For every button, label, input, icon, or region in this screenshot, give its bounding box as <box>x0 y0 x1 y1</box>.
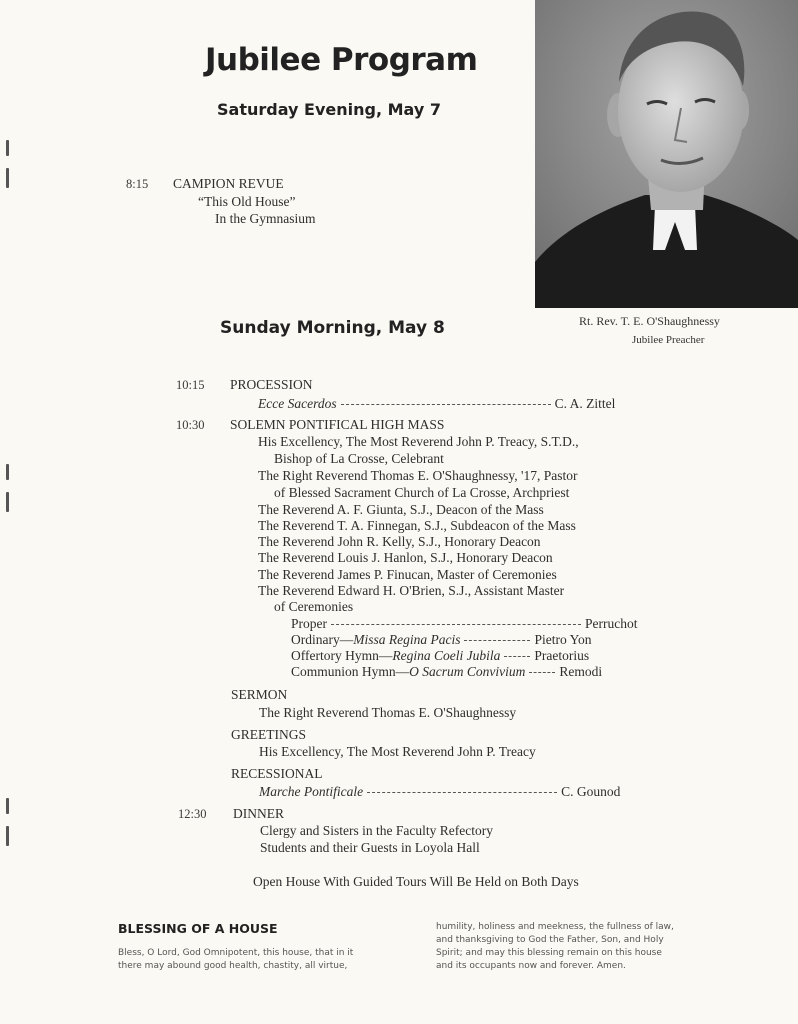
mass-line: The Reverend Louis J. Hanlon, S.J., Honorary Deacon <box>258 550 553 565</box>
communion-label: Communion Hymn— <box>291 664 410 679</box>
sunday-heading: Sunday Morning, May 8 <box>220 318 445 338</box>
procession-title: PROCESSION <box>230 377 313 392</box>
blessing-line: and its occupants now and forever. Amen. <box>436 961 626 971</box>
mass-line: The Reverend A. F. Giunta, S.J., Deacon of the Mass <box>258 502 544 517</box>
margin-mark <box>6 464 9 480</box>
recessional-composer: C. Gounod <box>561 784 621 799</box>
blessing-column-1 <box>118 947 418 973</box>
margin-mark <box>6 492 9 512</box>
saturday-location: In the Gymnasium <box>215 211 316 226</box>
sermon-preacher: The Right Reverend Thomas E. O'Shaughnessy <box>259 705 517 720</box>
music-offertory <box>291 648 589 664</box>
blessing-line: humility, holiness and meekness, the fullness of law, <box>436 922 674 932</box>
mass-line: Bishop of La Crosse, Celebrant <box>274 451 444 466</box>
ordinary-composer: Pietro Yon <box>534 632 592 647</box>
greetings-title: GREETINGS <box>231 727 306 742</box>
ordinary-label: Ordinary— <box>291 632 354 647</box>
dinner-title: DINNER <box>233 806 284 821</box>
portrait-photo <box>535 0 798 308</box>
dinner-clergy: Clergy and Sisters in the Faculty Refectory <box>260 823 493 838</box>
blessing-line: Spirit; and may this blessing remain on this house <box>436 948 662 958</box>
saturday-time: 8:15 <box>126 177 149 191</box>
mass-title: SOLEMN PONTIFICAL HIGH MASS <box>230 417 445 432</box>
offertory-composer: Praetorius <box>534 648 590 663</box>
procession-piece: Ecce Sacerdos <box>258 396 337 411</box>
communion-piece: O Sacrum Convivium <box>409 664 526 679</box>
blessing-line: there may abound good health, chastity, all virtue, <box>118 961 348 971</box>
communion-composer: Remodi <box>559 664 603 679</box>
recessional-title: RECESSIONAL <box>231 766 323 781</box>
music-proper <box>291 616 637 632</box>
page-title: Jubilee Program <box>205 42 478 78</box>
mass-line: His Excellency, The Most Reverend John P. Treacy, S.T.D., <box>258 434 579 449</box>
margin-mark <box>6 798 9 814</box>
margin-mark <box>6 168 9 188</box>
mass-line: The Reverend T. A. Finnegan, S.J., Subdeacon of the Mass <box>258 518 576 533</box>
offertory-label: Offertory Hymn— <box>291 648 393 663</box>
mass-line: of Ceremonies <box>274 599 354 614</box>
margin-mark <box>6 826 9 846</box>
music-ordinary <box>291 632 592 648</box>
recessional-piece: Marche Pontificale <box>259 784 364 799</box>
mass-line: of Blessed Sacrament Church of La Crosse, Archpriest <box>274 485 570 500</box>
proper-label: Proper <box>291 616 327 631</box>
blessing-line: and thanksgiving to God the Father, Son, and Holy <box>436 935 664 945</box>
dinner-students: Students and their Guests in Loyola Hall <box>260 840 480 855</box>
proper-composer: Perruchot <box>585 616 638 631</box>
blessing-column-2 <box>436 921 736 973</box>
saturday-event: CAMPION REVUE <box>173 176 284 191</box>
photo-caption-name: Rt. Rev. T. E. O'Shaughnessy <box>579 314 720 328</box>
mass-line: The Right Reverend Thomas E. O'Shaughnessy, '17, Pastor <box>258 468 578 483</box>
music-communion <box>291 664 602 680</box>
procession-composer: C. A. Zittel <box>554 396 616 411</box>
mass-time: 10:30 <box>176 418 205 432</box>
blessing-title: BLESSING OF A HOUSE <box>118 921 278 936</box>
dinner-time: 12:30 <box>178 807 207 821</box>
mass-line: The Reverend Edward H. O'Brien, S.J., Assistant Master <box>258 583 565 598</box>
blessing-line: Bless, O Lord, God Omnipotent, this house, that in it <box>118 948 354 958</box>
photo-caption-role: Jubilee Preacher <box>632 334 705 346</box>
mass-line: The Reverend John R. Kelly, S.J., Honorary Deacon <box>258 534 541 549</box>
procession-time: 10:15 <box>176 378 205 392</box>
procession-music <box>258 396 615 412</box>
greetings-speaker: His Excellency, The Most Reverend John P. Treacy <box>259 744 536 759</box>
sermon-title: SERMON <box>231 687 288 702</box>
ordinary-piece: Missa Regina Pacis <box>353 632 461 647</box>
saturday-heading: Saturday Evening, May 7 <box>217 100 441 119</box>
recessional-music <box>259 784 620 800</box>
offertory-piece: Regina Coeli Jubila <box>392 648 501 663</box>
open-house-note: Open House With Guided Tours Will Be Held on Both Days <box>253 874 579 889</box>
saturday-show: “This Old House” <box>198 194 296 209</box>
mass-line: The Reverend James P. Finucan, Master of Ceremonies <box>258 567 557 582</box>
margin-mark <box>6 140 9 156</box>
